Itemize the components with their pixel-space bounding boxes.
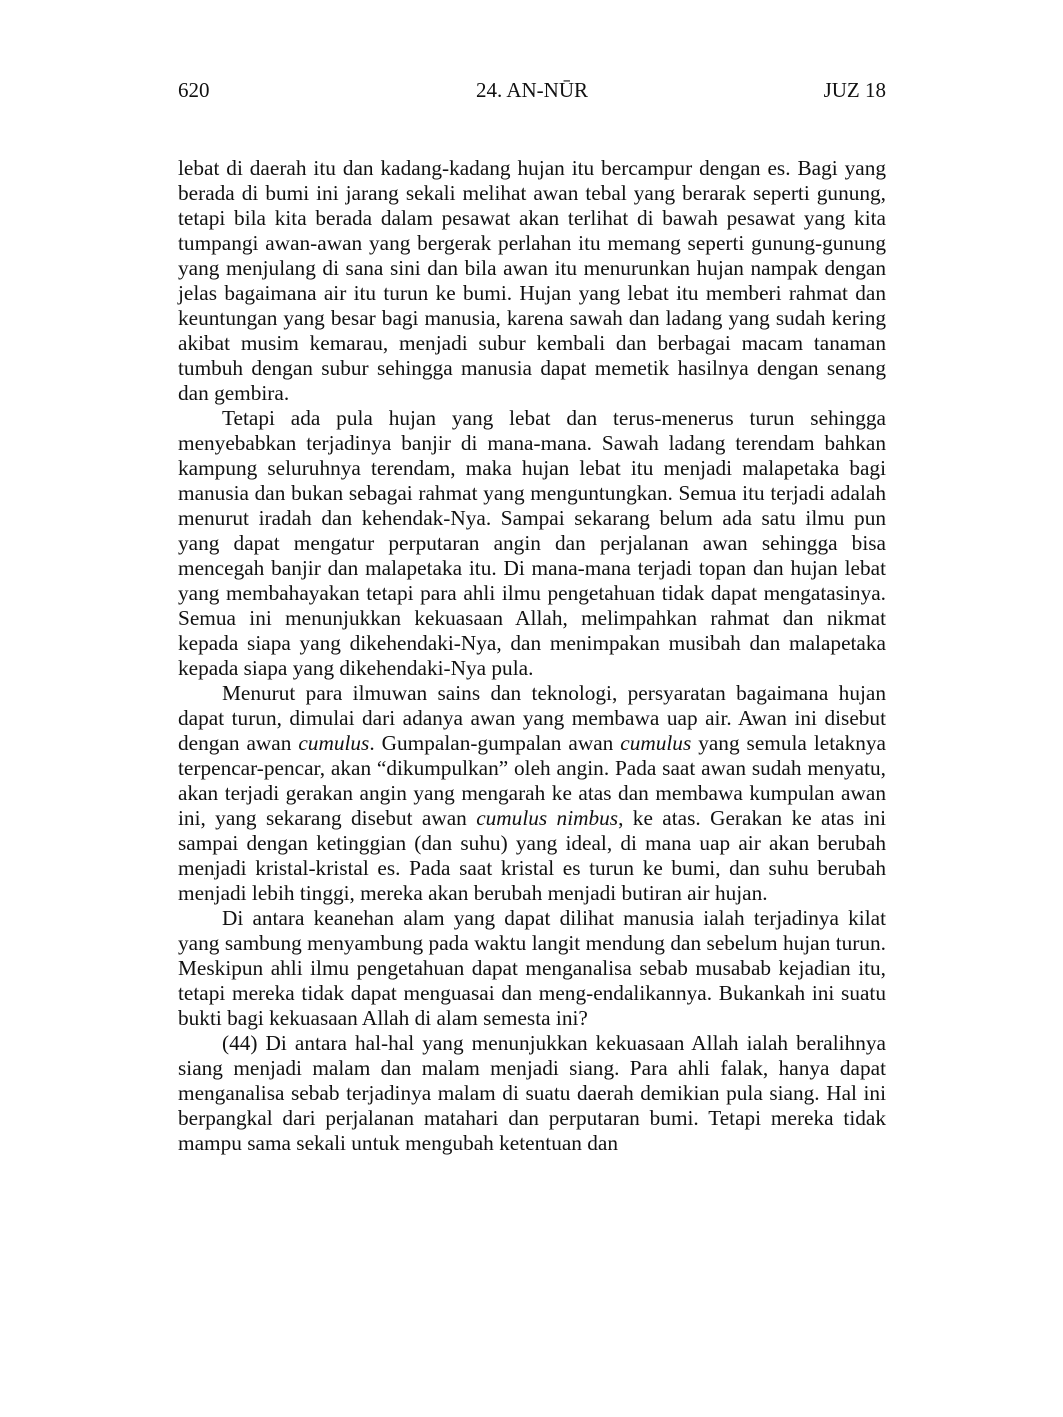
paragraph-floods: Tetapi ada pula hujan yang lebat dan terus-menerus turun sehingga menyebabkan terjadinya banjir di mana-mana. Sawah ladang terendam bahkan kampung seluruhnya terendam, maka hujan lebat itu menjadi malapetaka bagi manusia dan bukan sebagai rahmat yang menguntungkan. Semua itu terjadi adalah menurut iradah dan kehendak-Nya. Sampai sekarang belum ada satu ilmu pun yang dapat mengatur perputaran angin dan perjalanan awan sehingga bisa mencegah banjir dan malapetaka itu. Di mana-mana terjadi topan dan hujan lebat yang membahayakan tetapi para ahli ilmu pengetahuan tidak dapat mengatasinya. Semua ini menunjukkan kekuasaan Allah, melimpahkan rahmat dan nikmat kepada siapa yang dikehendaki-Nya, dan menimpakan musibah dan malapetaka kepada siapa yang dikehendaki-Nya pula.	[178, 406, 886, 680]
body-text	[178, 156, 886, 1156]
text-segment: . Gumpalan-gumpalan awan	[369, 731, 621, 755]
text-segment: Menurut para ilmuwan sains dan teknologi, persyaratan bagaimana hujan dapat turun, dimulai dari adanya awan yang membawa uap air. Awan ini disebut dengan awan	[178, 681, 886, 755]
paragraph-scientific-rain	[178, 681, 886, 906]
surah-title: 24. AN-NŪR	[475, 78, 588, 102]
text-segment: , ke atas. Gerakan ke atas ini sampai dengan ketinggian (dan suhu) yang ideal, di mana uap air akan berubah menjadi kristal-kristal es. Pada saat kristal es turun ke bumi, dan suhu berubah menjadi lebih tinggi, mereka akan berubah menjadi butiran air hujan.	[178, 806, 886, 905]
page-number: 620	[178, 78, 210, 102]
italic-term: cumulus	[620, 731, 692, 755]
paragraph-continued: lebat di daerah itu dan kadang-kadang hujan itu bercampur dengan es. Bagi yang berada di bumi ini jarang sekali melihat awan tebal yang berarak seperti gunung, tetapi bila kita berada dalam pesawat akan terlihat di bawah pesawat yang kita tumpangi awan-awan yang bergerak perlahan itu memang seperti gunung-gunung yang menjulang di sana sini dan bila awan itu menurunkan hujan nampak dengan jelas bagaimana air itu turun ke bumi. Hujan yang lebat itu memberi rahmat dan keuntungan yang besar bagi manusia, karena sawah dan ladang yang sudah kering akibat musim kemarau, menjadi subur kembali dan berbagai macam tanaman tumbuh dengan subur sehingga manusia dapat memetik hasilnya dengan senang dan gembira.	[178, 156, 886, 405]
italic-term: cumulus	[298, 731, 370, 755]
paragraph-lightning: Di antara keanehan alam yang dapat dilihat manusia ialah terjadinya kilat yang sambung menyambung pada waktu langit mendung dan sebelum hujan turun. Meskipun ahli ilmu pengetahuan dapat menganalisa sebab musabab kejadian itu, tetapi mereka tidak dapat menguasai dan meng-endalikannya. Bukankah ini suatu bukti bagi kekuasaan Allah di alam semesta ini?	[178, 906, 886, 1030]
juz-label: JUZ 18	[823, 78, 886, 102]
italic-term: cumulus nimbus	[476, 806, 619, 830]
paragraph-verse-44: (44) Di antara hal-hal yang menunjukkan kekuasaan Allah ialah beralihnya siang menjadi malam dan malam menjadi siang. Para ahli falak, hanya dapat menganalisa sebab terjadinya malam di suatu daerah demikian pula siang. Hal ini berpangkal dari perjalanan matahari dan perputaran bumi. Tetapi mereka tidak mampu sama sekali untuk mengubah ketentuan dan	[178, 1031, 886, 1155]
page-header	[178, 76, 886, 104]
text-segment: yang semula letaknya terpencar-pencar, akan “dikumpulkan” oleh angin. Pada saat awan sudah menyatu, akan terjadi gerakan angin yang mengarah ke atas dan membawa kumpulan awan ini, yang sekarang disebut awan	[178, 731, 886, 830]
